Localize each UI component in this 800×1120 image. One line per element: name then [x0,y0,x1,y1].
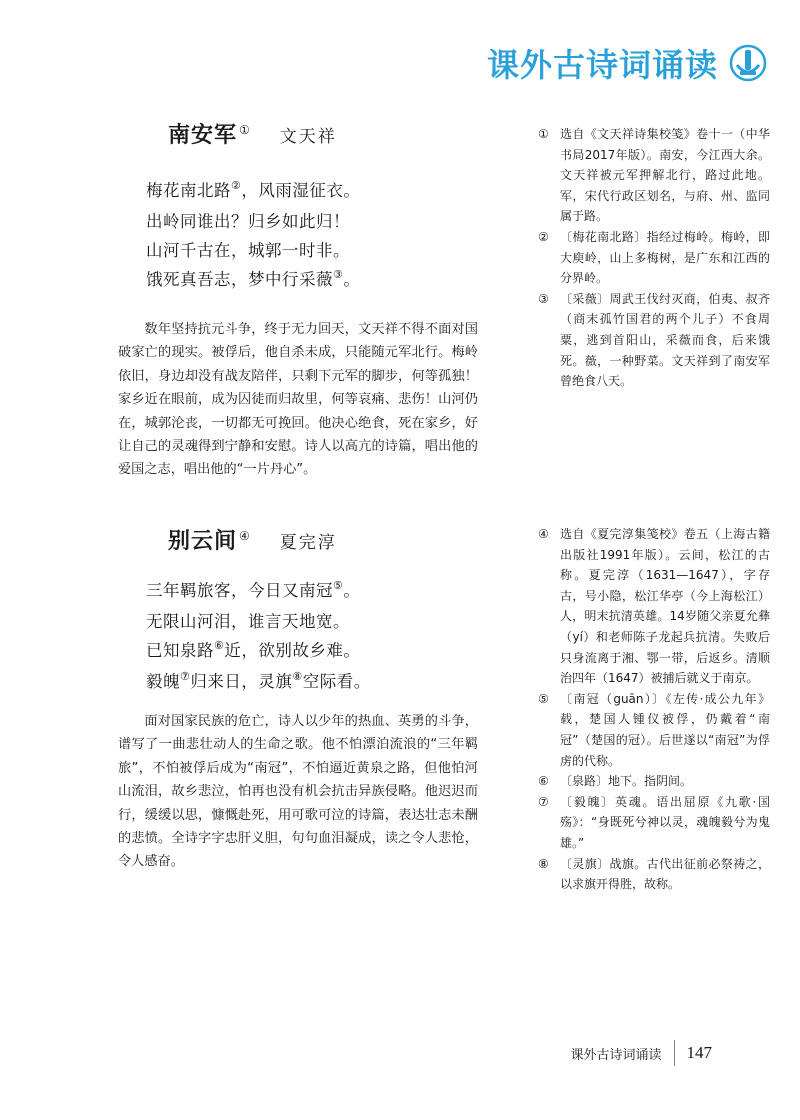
notes-poem2 [538,524,770,895]
page-footer [570,1040,712,1066]
notes-poem1 [538,124,770,392]
poem1-title: 南安军 [168,122,238,148]
section-header [487,40,768,86]
poem2-line: 已知泉路⑥近，欲别故乡难。 [146,639,361,660]
footnote: ③ 〔采薇〕周武王伐纣灭商，伯夷、叔齐（商末孤竹国君的两个儿子）不食周粟，逃到首阳山，采薇而食，后来饿死。薇，一种野菜。文天祥到了南安军曾绝食八天。 [538,291,770,389]
poem1-heading [168,118,337,149]
poem2-line: 毅魄⑦归来日，灵旗⑧空际看。 [146,670,371,691]
poem2-author: 夏完淳 [279,533,337,553]
footnote: ⑦ 〔毅魄〕英魂。语出屈原《九歌·国殇》：“身既死兮神以灵，魂魄毅兮为鬼雄。” [538,794,770,850]
poem2-lines [146,576,371,698]
footnote: ⑧ 〔灵旗〕战旗。古代出征前必祭祷之，以求旗开得胜，故称。 [538,856,770,892]
footnote: ⑤ 〔南冠（guān）〕《左传·成公九年》载，楚国人锺仪被俘，仍戴着“南冠”（楚国的冠）。后世遂以“南冠”为俘虏的代称。 [538,691,770,768]
footnote: ② 〔梅花南北路〕指经过梅岭。梅岭，即大庾岭，山上多梅树，是广东和江西的分界岭。 [538,229,770,286]
poem1-line: 饿死真吾志，梦中行采薇③。 [146,268,361,289]
footer-divider [674,1040,675,1066]
footnote: ④ 选自《夏完淳集笺校》卷五（上海古籍出版社1991年版）。云间，松江的古称。夏完淳（1631—1647），字存古，号小隐，松江华亭（今上海松江）人，明末抗清英雄。14岁随父亲夏允彝（yí）和老师陈子龙起兵抗清。失败后只身流离于湘、鄂一带，后返乡。清顺治四年（1647）被捕后就义于南京。 [538,527,770,686]
footer-section-label: 课外古诗词诵读 [570,1047,662,1063]
poem2-title-note: ④ [239,529,250,543]
poem1-line: 出岭同谁出？归乡如此归！ [146,212,350,231]
poem1-line: 山河千古在，城郭一时非。 [146,241,350,260]
poem2-heading [168,524,337,555]
poem2-title: 别云间 [168,528,238,554]
poem1-commentary: 数年坚持抗元斗争，终于无力回天，文天祥不得不面对国破家亡的现实。被俘后，他自杀未成，只能随元军北行。梅岭依旧，身边却没有战友陪伴，只剩下元军的脚步，何等孤独！家乡近在眼前，成为囚徒而归故里，何等哀痛、悲伤！山河仍在，城郭沦丧，一切都无可挽回。他决心绝食，死在家乡，好让自己的灵魂得到宁静和安慰。诗人以高亢的诗篇，唱出他的爱国之志，唱出他的“一片丹心”。 [118,322,478,478]
poem2-commentary: 面对国家民族的危亡，诗人以少年的热血、英勇的斗争，谱写了一曲悲壮动人的生命之歌。他不怕漂泊流浪的“三年羁旅”，不怕被俘后成为“南冠”，不怕逼近黄泉之路，但他怕河山流泪，故乡悲泣，怕再也没有机会抗击异族侵略。他迟迟而行，缓缓以思，慷慨赴死，用可歌可泣的诗篇，表达壮志未酬的悲愤。全诗字字忠肝义胆，句句血泪凝成，读之令人悲怆，令人感奋。 [118,714,478,870]
anchor-lantern-icon [728,43,768,83]
poem2-line: 三年羁旅客，今日又南冠⑤。 [146,579,361,600]
page-number: 147 [686,1043,712,1062]
poem1-lines [146,176,360,296]
section-title: 课外古诗词诵读 [486,46,718,84]
footnote: ⑥ 〔泉路〕地下。指阴间。 [538,774,693,789]
poem2-line: 无限山河泪，谁言天地宽。 [146,612,350,631]
footnote: ① 选自《文天祥诗集校笺》卷十一（中华书局2017年版）。南安，今江西大余。文天祥被元军押解北行，路过此地。军，宋代行政区划名，与府、州、监同属于路。 [538,127,770,224]
poem1-author: 文天祥 [279,127,337,147]
poem1-line: 梅花南北路②，风雨湿征衣。 [146,179,361,200]
poem1-title-note: ① [239,123,250,137]
